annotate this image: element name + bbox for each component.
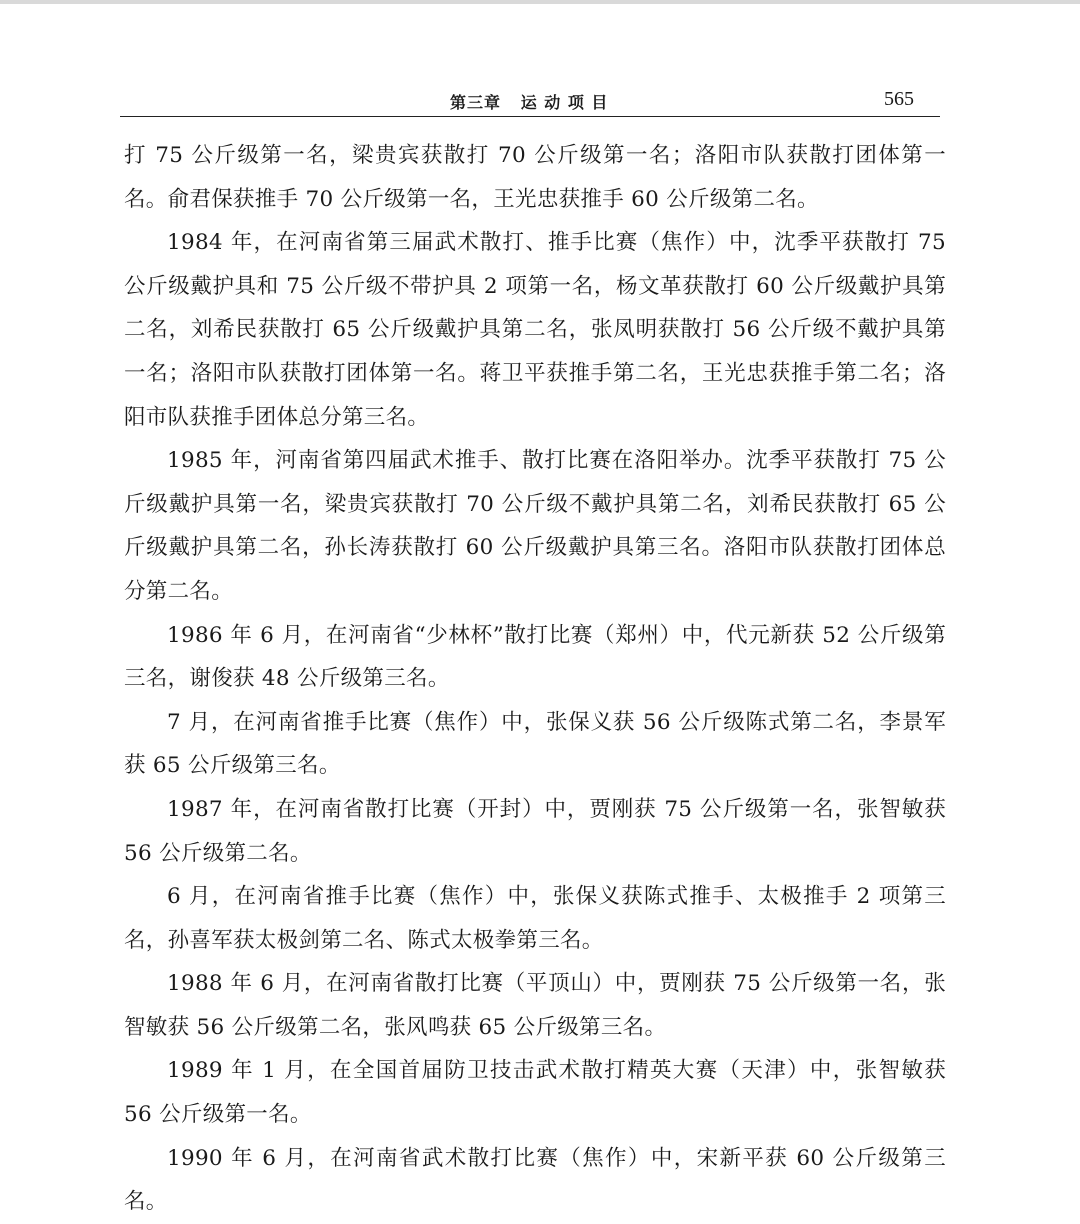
paragraph-1987: 1987 年，在河南省散打比赛（开封）中，贾刚获 75 公斤级第一名，张智敏获 56 公斤级第二名。 (124, 796, 946, 866)
paragraph-1986-june: 1986 年 6 月，在河南省“少林杯”散打比赛（郑州）中，代元新获 52 公斤级第三名，谢俊获 48 公斤级第三名。 (124, 622, 946, 692)
page-header (120, 86, 940, 116)
paragraph-1986-july: 7 月，在河南省推手比赛（焦作）中，张保义获 56 公斤级陈式第二名，李景军获 65 公斤级第三名。 (124, 709, 946, 779)
header-rule (120, 116, 940, 117)
paragraph-1987-june: 6 月，在河南省推手比赛（焦作）中，张保义获陈式推手、太极推手 2 项第三名，孙喜军获太极剑第二名、陈式太极拳第三名。 (124, 884, 946, 953)
paragraph-1985: 1985 年，河南省第四届武术推手、散打比赛在洛阳举办。沈季平获散打 75 公斤级戴护具第一名，梁贵宾获散打 70 公斤级不戴护具第二名，刘希民获散打 65 公斤级戴护具第二名，孙长涛获散打 60 公斤级戴护具第三名。洛阳市队获散打团体总分第二名。 (124, 448, 946, 604)
paragraph-1989: 1989 年 1 月，在全国首届防卫技击武术散打精英大赛（天津）中，张智敏获 56 公斤级第一名。 (124, 1058, 946, 1128)
body-text (124, 134, 946, 1224)
scan-top-edge (0, 0, 1080, 4)
paragraph-1990: 1990 年 6 月，在河南省武术散打比赛（焦作）中，宋新平获 60 公斤级第三名。 (124, 1145, 946, 1215)
paragraph-1988: 1988 年 6 月，在河南省散打比赛（平顶山）中，贾刚获 75 公斤级第一名，张智敏获 56 公斤级第二名，张风鸣获 65 公斤级第三名。 (124, 971, 946, 1040)
paragraph-continued: 打 75 公斤级第一名，梁贵宾获散打 70 公斤级第一名；洛阳市队获散打团体第一名。俞君保获推手 70 公斤级第一名，王光忠获推手 60 公斤级第二名。 (124, 143, 946, 212)
page-number: 565 (884, 88, 914, 110)
running-title: 第三章 运 动 项 目 (450, 93, 609, 112)
paragraph-1984: 1984 年，在河南省第三届武术散打、推手比赛（焦作）中，沈季平获散打 75 公斤级戴护具和 75 公斤级不带护具 2 项第一名，杨文革获散打 60 公斤级戴护具第二名，刘希民获散打 65 公斤级戴护具第二名，张凤明获散打 56 公斤级不戴护具第一名；洛阳市队获散打团体第一名。蒋卫平获推手第二名，王光忠获推手第二名；洛阳市队获推手团体总分第三名。 (124, 230, 946, 430)
